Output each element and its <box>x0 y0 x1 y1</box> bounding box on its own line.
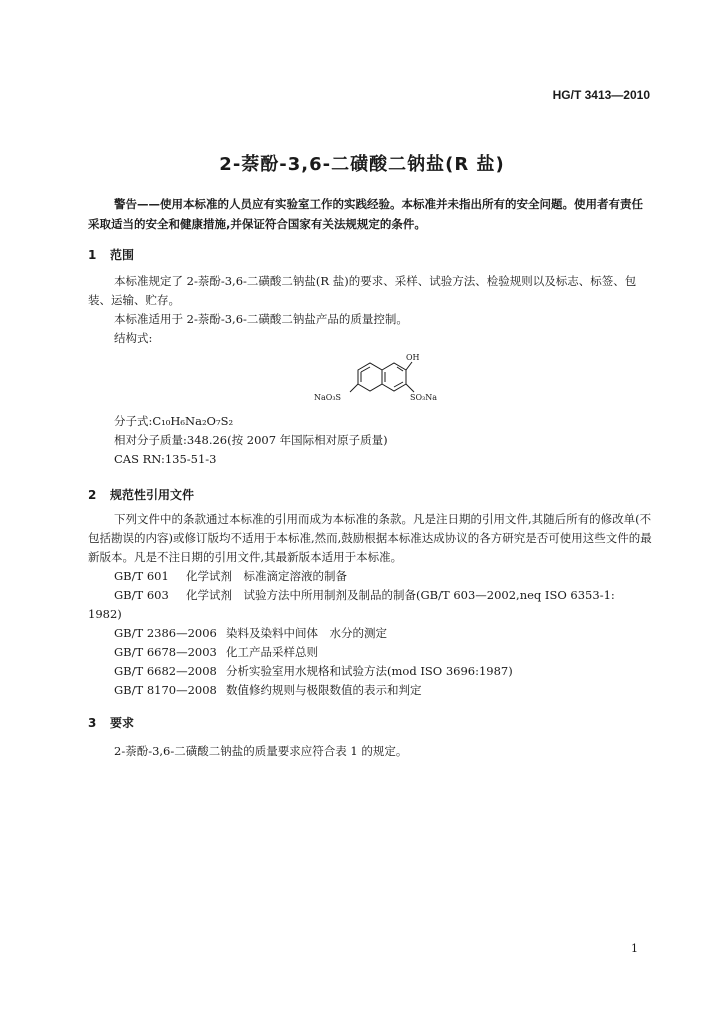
section-2-body <box>88 510 654 700</box>
oh-group: OH <box>406 353 420 362</box>
reference-code: GB/T 8170—2008 <box>114 683 217 697</box>
section-1-heading <box>88 246 134 263</box>
scope-paragraph-1: 本标准规定了 2-萘酚-3,6-二磺酸二钠盐(R 盐)的要求、采样、试验方法、检验规则以及标志、标签、包装、运输、贮存。 <box>88 274 637 307</box>
reference-item <box>88 624 654 643</box>
reference-item <box>88 662 654 681</box>
reference-name: 染料及染料中间体 水分的测定 <box>226 626 387 640</box>
reference-name: 分析实验室用水规格和试验方法(mod ISO 3696:1987) <box>226 664 513 678</box>
warning-paragraph: 警告——使用本标准的人员应有实验室工作的实践经验。本标准并未指出所有的安全问题。使用者有责任采取适当的安全和健康措施,并保证符合国家有关法规规定的条件。 <box>88 197 643 231</box>
reference-name: 化学试剂 标准滴定溶液的制备 <box>186 569 347 583</box>
section-3-heading <box>88 714 134 731</box>
section-number: 2 <box>88 488 97 502</box>
document-id: HG/T 3413—2010 <box>552 88 650 102</box>
section-number: 3 <box>88 716 97 730</box>
reference-item <box>88 681 654 700</box>
scope-paragraph-2: 本标准适用于 2-萘酚-3,6-二磺酸二钠盐产品的质量控制。 <box>114 312 408 326</box>
reference-item <box>88 643 654 662</box>
section-title: 要求 <box>110 716 135 730</box>
reference-item <box>88 567 654 586</box>
page-number: 1 <box>631 942 638 955</box>
right-sulfonate: SO₃Na <box>410 393 438 402</box>
reference-code: GB/T 601 <box>114 569 169 583</box>
reference-continuation: 1982) <box>88 607 122 621</box>
section-title: 范围 <box>110 248 135 262</box>
reference-code: GB/T 6678—2003 <box>114 645 217 659</box>
document-title: 2-萘酚-3,6-二磺酸二钠盐(R 盐) <box>219 154 505 175</box>
reference-code: GB/T 6682—2008 <box>114 664 217 678</box>
naphthalene-rings <box>350 362 414 392</box>
reference-item <box>88 586 654 605</box>
structural-formula <box>302 350 452 410</box>
section-3-body <box>88 742 654 761</box>
reference-code: GB/T 2386—2006 <box>114 626 217 640</box>
left-sulfonate: NaO₃S <box>314 393 342 402</box>
section-1-body <box>88 272 654 348</box>
section-title: 规范性引用文件 <box>110 488 195 502</box>
compound-info <box>88 412 654 469</box>
section-2-heading <box>88 486 194 503</box>
section-number: 1 <box>88 248 97 262</box>
cas-number: CAS RN:135-51-3 <box>114 452 217 466</box>
molecular-weight: 相对分子质量:348.26(按 2007 年国际相对原子质量) <box>114 433 388 447</box>
structure-label: 结构式: <box>114 331 153 345</box>
reference-code: GB/T 603 <box>114 588 169 602</box>
requirements-paragraph: 2-萘酚-3,6-二磺酸二钠盐的质量要求应符合表 1 的规定。 <box>114 744 408 758</box>
molecular-formula: 分子式:C₁₀H₆Na₂O₇S₂ <box>114 414 234 428</box>
reference-name: 化工产品采样总则 <box>226 645 318 659</box>
reference-name: 化学试剂 试验方法中所用制剂及制品的制备(GB/T 603—2002,neq ISO 6353-1: <box>186 588 615 602</box>
references-intro: 下列文件中的条款通过本标准的引用而成为本标准的条款。凡是注日期的引用文件,其随后所有的修改单(不包括勘误的内容)或修订版均不适用于本标准,然而,鼓励根据本标准达成协议的各方研究是否可使用这些文件的最新版本。凡是不注日期的引用文件,其最新版本适用于本标准。 <box>88 512 652 564</box>
reference-name: 数值修约规则与极限数值的表示和判定 <box>226 683 422 697</box>
